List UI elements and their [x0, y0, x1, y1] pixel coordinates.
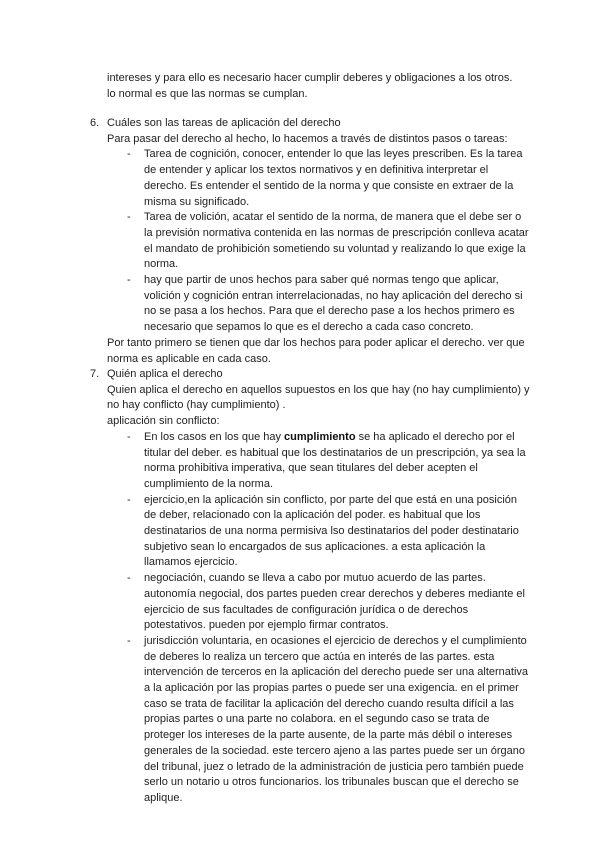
- dash-bullet-icon: -: [127, 148, 131, 161]
- intro-line: lo normal es que las normas se cumplan.: [107, 87, 308, 100]
- list-item-text: Tarea de cognición, conocer, entender lo que las leyes prescriben. Es la tarea de entender y aplicar los textos normativos y en definitiva interpretar el derecho. Es entender el sentido de la norma y que consiste en extraer de la misma su significado.: [144, 148, 523, 208]
- section-6-list: [0, 147, 530, 335]
- section-7-heading: [0, 367, 530, 383]
- list-item-text: jurisdicción voluntaria, en ocasiones el ejercicio de derechos y el cumplimiento de deberes lo realiza un tercero que actúa en interés de las partes. esta intervención de terceros en la aplicación del derecho puede ser una alternativa a la aplicación por las propias partes o puede ser una exigencia. en el primer caso se trata de facilitar la aplicación del derecho cuando resulta difícil a las propias partes o una parte no colabora. en el segundo caso se trata de proteger los intereses de la parte ausente, de la parte más débil o intereses generales de la sociedad. este tercero ajeno a las partes puede ser un órgano del tribunal, juez o letrado de la administración de justicia pero también puede serlo un notario u otros funcionarios. los tribunales buscan que el derecho se aplique.: [144, 634, 529, 804]
- list-item: [0, 634, 530, 807]
- section-6-heading: [0, 116, 530, 132]
- section-6-lead: Para pasar del derecho al hecho, lo hacemos a través de distintos pasos o tareas:: [107, 132, 508, 145]
- section-6: [0, 116, 530, 367]
- section-7: [0, 367, 530, 807]
- dash-bullet-icon: -: [127, 430, 131, 443]
- list-item-text: negociación, cuando se lleva a cabo por mutuo acuerdo de las partes. autonomía negocial, dos partes pueden crear derechos y deberes mediante el ejercicio de sus facultades de configuración jurídica o de derechos potestativos. pueden por ejemplo firmar contratos.: [144, 572, 525, 632]
- section-7-list: [0, 430, 530, 807]
- section-7-subhead: aplicación sin conflicto:: [107, 415, 220, 428]
- dash-bullet-icon: -: [127, 274, 131, 287]
- list-item-text: Tarea de volición, acatar el sentido de la norma, de manera que el debe ser o la previsión normativa contenida en las normas de prescripción conlleva acatar el mandato de prohibición sometiendo su voluntad y realizando lo que exige la norma.: [144, 211, 529, 271]
- section-title: Quién aplica el derecho: [107, 368, 223, 380]
- section-title: Cuáles son las tareas de aplicación del derecho: [107, 117, 341, 129]
- list-item: [0, 210, 530, 273]
- section-number: 7.: [90, 368, 100, 380]
- dash-bullet-icon: -: [127, 493, 131, 506]
- bold-term: cumplimiento: [284, 430, 356, 443]
- intro-line: intereses y para ello es necesario hacer cumplir deberes y obligaciones a los otros.: [107, 72, 513, 84]
- list-item-text: ejercicio,en la aplicación sin conflicto, por parte del que está en una posición de deber, relacionado con la aplicación del poder. es habitual que los destinatarios de una norma permisiva lso destinatarios del poder destinatario subjetivo sean lo encargados de sus aplicaciones. a esta aplicación la llamamos ejercicio.: [144, 493, 519, 569]
- dash-bullet-icon: -: [127, 572, 131, 585]
- section-number: 6.: [90, 117, 100, 129]
- section-7-lead: Quien aplica el derecho en aquellos supuestos en los que hay (no hay cumplimiento) y no hay conflicto (hay cumplimiento) .: [107, 383, 530, 412]
- list-item-text-end: se ha aplicado el derecho por el titular del deber. es habitual que los destinatarios de un prescripción, ya sea la norma prohibitiva imperativa, que sean titulares del deber acepten el cumplimiento de la norma.: [144, 430, 526, 490]
- list-item: [0, 273, 530, 336]
- list-item-text: hay que partir de unos hechos para saber qué normas tengo que aplicar, volición y cognición entran interrelacionadas, no hay aplicación del derecho si no se pasa a los hechos. Para que el derecho pase a los hechos primero es necesario que sepamos lo que es el derecho a cada caso concreto.: [144, 274, 523, 334]
- list-item-text-start: En los casos en los que hay: [144, 430, 285, 443]
- list-item: [0, 147, 530, 210]
- dash-bullet-icon: -: [127, 634, 131, 647]
- intro-paragraph: [0, 71, 600, 102]
- section-6-closing: Por tanto primero se tienen que dar los hechos para poder aplicar el derecho. ver que norma es aplicable en cada caso.: [107, 336, 525, 365]
- dash-bullet-icon: -: [127, 211, 131, 224]
- list-item: [0, 430, 530, 493]
- list-item: [0, 493, 530, 572]
- list-item: [0, 571, 530, 634]
